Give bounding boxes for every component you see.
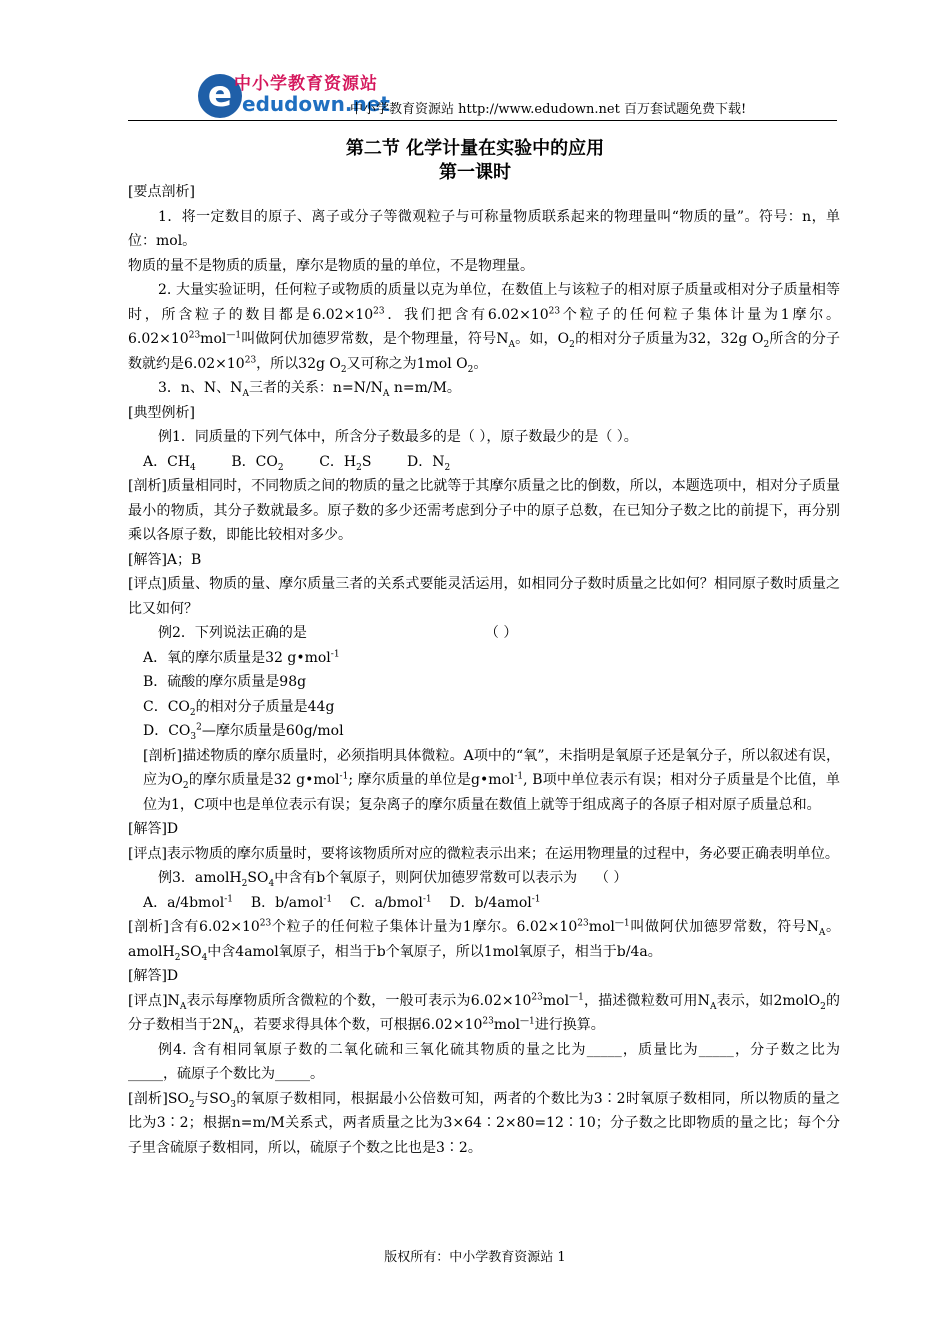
page-header — [128, 62, 837, 120]
example-option: D．$CO_3^2—$摩尔质量是60g/mol — [143, 722, 344, 742]
paragraph: 3．n、N、$N_A$三者的关系：$n=N/N_A$ n=m/M。 — [158, 380, 461, 399]
paragraph: 1．将一定数目的原子、离子或分子等微观粒子与可称量物质联系起来的物理量叫“物质的量”。符号：n，单位：mol。 — [128, 208, 840, 249]
example-option: C．$CO_2$的相对分子质量是44g — [143, 698, 335, 718]
example-question: 例2．下列说法正确的是 （ ） — [158, 625, 518, 641]
example-options: A．$CH_4$ B．$CO_2$ C．$H_2S$ D．$N_2$ — [143, 453, 451, 473]
logo-en-text: edudown.net — [242, 92, 390, 116]
section-heading: [典型例析] — [128, 404, 195, 421]
example-options: A．a/4bmol$^{-1}$ B．b/amol$^{-1}$ C．a/bmol$^{-1}$ D．b/4amol$^{-1}$ — [143, 893, 541, 911]
page-footer: 版权所有：中小学教育资源站 1 — [384, 1250, 566, 1265]
logo-e-icon: e — [198, 74, 242, 118]
section-heading: [要点剖析] — [128, 184, 195, 200]
document-body — [128, 180, 840, 1160]
example-question: 例1．同质量的下列气体中，所含分子数最多的是（ ），原子数最少的是（ ）。 — [158, 429, 638, 445]
header-rule — [128, 120, 837, 121]
paragraph: 2. 大量实验证明，任何粒子或物质的质量以克为单位，在数值上与该粒子的相对原子质量或相对分子质量相等时，所含粒子的数目都是$6.02\times 10^{23}$．我们把含有$6.02\times 10^{23}$个粒子的任何粒子集体计量为1摩尔。$6.02\times 10^{23}mol^{—1}$叫做阿伏加德罗常数，是个物理量，符号$N_A$。如，$O_2$的相对分子质量为32，32g $O_2$所含的分子数就约是$6.02\times 10^{23}$，所以32g $O_2$又可称之为1mol $O_2$。 — [128, 282, 841, 375]
comment: [评点]质量、物质的量、摩尔质量三者的关系式要能灵活运用，如相同分子数时质量之比如何？相同原子数时质量之比又如何？ — [128, 576, 840, 617]
answer: [解答]D — [128, 968, 179, 984]
example-option: A．氧的摩尔质量是32 g•mol$^{-1}$ — [143, 648, 340, 666]
example-option: B．硫酸的摩尔质量是98g — [143, 674, 307, 690]
analysis: [剖析]含有$6.02\times 10^{23}$个粒子的任何粒子集体计量为1摩尔。$6.02\times 10^{23}mol^{—1}$叫做阿伏加德罗常数，符号$N_A$。$amolH_2SO_4$中含4amol氧原子，相当于b个氧原子，所以1mol氧原子，相当于b/4a。 — [128, 918, 841, 963]
logo-cn-text: 中小学教育资源站 — [234, 74, 378, 94]
answer: [解答]A；B — [128, 551, 202, 568]
comment: [评点]表示物质的摩尔质量时，要将该物质所对应的微粒表示出来；在运用物理量的过程中，务必要正确表明单位。 — [128, 845, 839, 862]
answer: [解答]D — [128, 821, 179, 837]
example-question: 例4. 含有相同氧原子数的二氧化硫和三氧化硫其物质的量之比为_____，质量比为_____，分子数之比为_____，硫原子个数比为_____。 — [128, 1041, 840, 1082]
example-question: 例3．$amolH_2SO_4$中含有b个氧原子，则阿伏加德罗常数可以表示为 （ ） — [158, 870, 628, 889]
analysis: [剖析]描述物质的摩尔质量时，必须指明具体微粒。A项中的“氧”，未指明是氧原子还是氧分子，所以叙述有误，应为$O_2$的摩尔质量是32 g•mol$^{-1}$; 摩尔质量的单位是g•mol$^{-1}$, B项中单位表示有误；相对分子质量是个比值，单位为1，C项中也是单位表示有误；复杂离子的摩尔质量在数值上就等于组成离子的各原子相对原子质量总和。 — [143, 747, 840, 813]
paragraph: 物质的量不是物质的质量，摩尔是物质的量的单位，不是物理量。 — [128, 257, 534, 274]
analysis: [剖析]$SO_2$与$SO_3$的氧原子数相同，根据最小公倍数可知，两者的个数比为3∶2时氧原子数相同，所以物质的量之比为3∶2；根据n=m/M关系式，两者质量之比为3×64∶2×80=12∶10；分子数之比即物质的量之比；每个分子里含硫原子数相同，所以，硫原子个数之比也是3∶2。 — [128, 1090, 841, 1156]
header-text: 中小学教育资源站 http://www.edudown.net 百万套试题免费下载! — [350, 102, 747, 117]
page-title: 第二节 化学计量在实验中的应用 — [345, 138, 605, 159]
comment: [评点]$N_A$表示每摩物质所含微粒的个数，一般可表示为$6.02\times 10^{23}mol^{—1}$，描述微粒数可用$N_A$表示，如2molO$_2$的分子数相当于$2N_A$，若要求得具体个数，可根据$6.02\times 10^{23}mol^{—1}$进行换算。 — [128, 991, 841, 1036]
analysis: [剖析]质量相同时，不同物质之间的物质的量之比就等于其摩尔质量之比的倒数，所以，本题选项中，相对分子质量最小的物质，其分子数就最多。原子数的多少还需考虑到分子中的原子总数，在已知分子数之比的前提下，再分别乘以各原子数，即能比较相对多少。 — [128, 478, 840, 543]
page-subtitle: 第一课时 — [439, 162, 511, 183]
